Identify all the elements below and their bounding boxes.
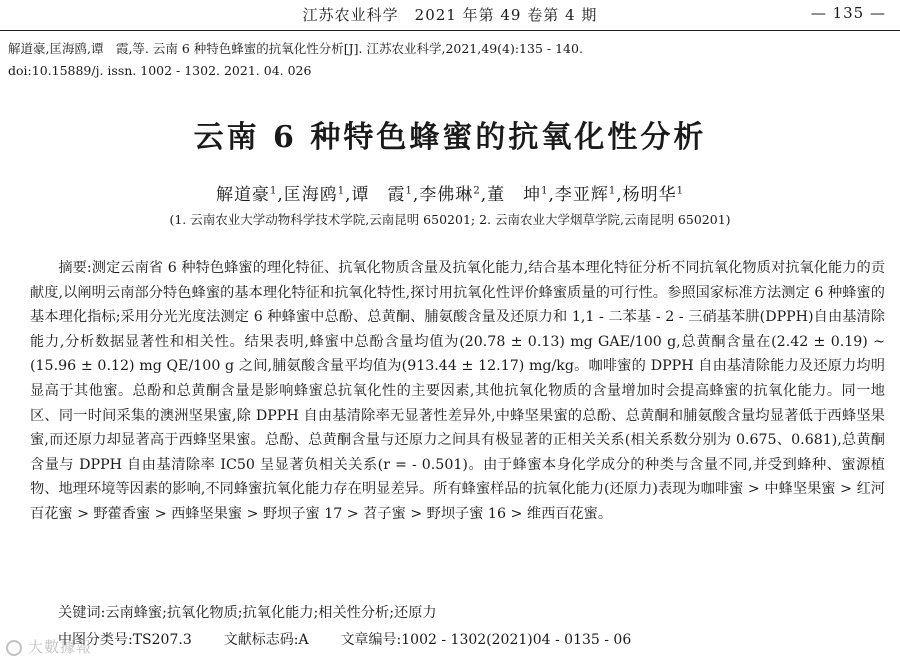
watermark-text: 大數據報 [28,638,93,656]
abstract-label: 摘要: [58,260,92,276]
author-list: 解道豪$^1$,匡海鸥$^1$,谭 霞$^1$,李佛琳$^2$,董 坤$^1$,李亚辉$^1$,杨明华$^1$ [215,185,685,205]
author-name: 解道豪 [215,185,270,205]
abstract-text: 测定云南省 6 种特色蜂蜜的理化特征、抗氧化物质含量及抗氧化能力,结合基本理化特征分析不同抗氧化物质对抗氧化能力的贡献度,以阐明云南部分特色蜂蜜的基本理化特征和抗氧化特性,探讨用抗氧化性评价蜂蜜质量的可行性。参照国家标准方法测定 6 种蜂蜜的基本理化指标;采用分光光度法测定 6 种蜂蜜中总酚、总黄酮、脯氨酸含量及还原力和 1,1 - 二苯基 - 2 - 三硝基苯肼(DPPH)自由基清除能力,分析数据显著性和相关性。结果表明,蜂蜜中总酚含量均值为(20.78 ± 0.13) mg GAE/100 g,总黄酮含量在(2.42 ± 0.19) ~ (15.96 ± 0.12) mg QE/100 g 之间,脯氨酸含量平均值为(913.44 ± 12.17) mg/kg。咖啡蜜的 DPPH 自由基清除能力及还原力均明显高于其他蜜。总酚和总黄酮含量是影响蜂蜜总抗氧化性的主要因素,其他抗氧化物质的含量增加时会提高蜂蜜的抗氧化能力。同一地区、同一时间采集的澳洲坚果蜜,除 DPPH 自由基清除率无显著性差异外,中蜂坚果蜜的总酚、总黄酮和脯氨酸含量均显著低于西蜂坚果蜜,而还原力却显著高于西蜂坚果蜜。总酚、总黄酮含量与还原力之间具有极显著的正相关关系(相关系数分别为 0.675、0.681),总黄酮含量与 DPPH 自由基清除率 IC50 呈显著负相关关系(r = - 0.501)。由于蜂蜜本身化学成分的种类与含量不同,并受到蜂种、蜜源植物、地理环境等因素的影响,不同蜂蜜抗氧化能力存在明显差异。所有蜂蜜样品的抗氧化能力(还原力)表现为咖啡蜜 > 中蜂坚果蜜 > 红河百花蜜 > 野藿香蜜 > 西蜂坚果蜜 > 野坝子蜜 17 > 苕子蜜 > 野坝子蜜 16 > 维西百花蜜。 [30,260,886,522]
author-name: 李亚辉 [554,185,609,205]
author-affiliation-mark: 1 [676,185,685,197]
watermark-logo-icon [6,640,22,656]
running-header [0,0,900,31]
author-affiliation-mark: 1 [405,185,413,197]
document-code: 文献标志码:A [223,632,309,648]
author-affiliation-mark: 1 [541,185,549,197]
watermark [6,636,92,657]
author-name: 李佛琳 [419,185,474,205]
author-affiliation-mark: 2 [473,185,481,197]
article-number: 文章编号:1002 - 1302(2021)04 - 0135 - 06 [340,632,632,648]
journal-issue: 江苏农业科学 2021 年第 49 卷第 4 期 [302,6,598,24]
author-name: 谭 霞 [351,185,406,205]
author-name: 董 坤 [487,185,542,205]
affiliations: (1. 云南农业大学动物科学技术学院,云南昆明 650201; 2. 云南农业大学烟草学院,云南昆明 650201) [169,212,731,227]
citation-doi[interactable]: doi:10.15889/j. issn. 1002 - 1302. 2021. 04. 026 [8,63,312,78]
abstract [30,256,885,527]
author-name: 杨明华 [622,185,677,205]
clc-number: 中图分类号:TS207.3 [58,632,192,648]
author-affiliation-mark: 1 [608,185,617,197]
keywords: 关键词:云南蜂蜜;抗氧化物质;抗氧化能力;相关性分析;还原力 [58,605,437,621]
citation-reference: 解道豪,匡海鸥,谭 霞,等. 云南 6 种特色蜂蜜的抗氧化性分析[J]. 江苏农业科学,2021,49(4):135 - 140. [8,41,583,56]
paper-title: 云南 6 种特色蜂蜜的抗氧化性分析 [193,120,707,155]
page-number: — 135 — [810,4,886,22]
author-affiliation-mark: 1 [269,185,278,197]
author-affiliation-mark: 1 [337,185,346,197]
citation-block [8,38,888,82]
author-name: 匡海鸥 [283,185,338,205]
classification-line [58,629,878,649]
abstract-body [30,256,885,527]
